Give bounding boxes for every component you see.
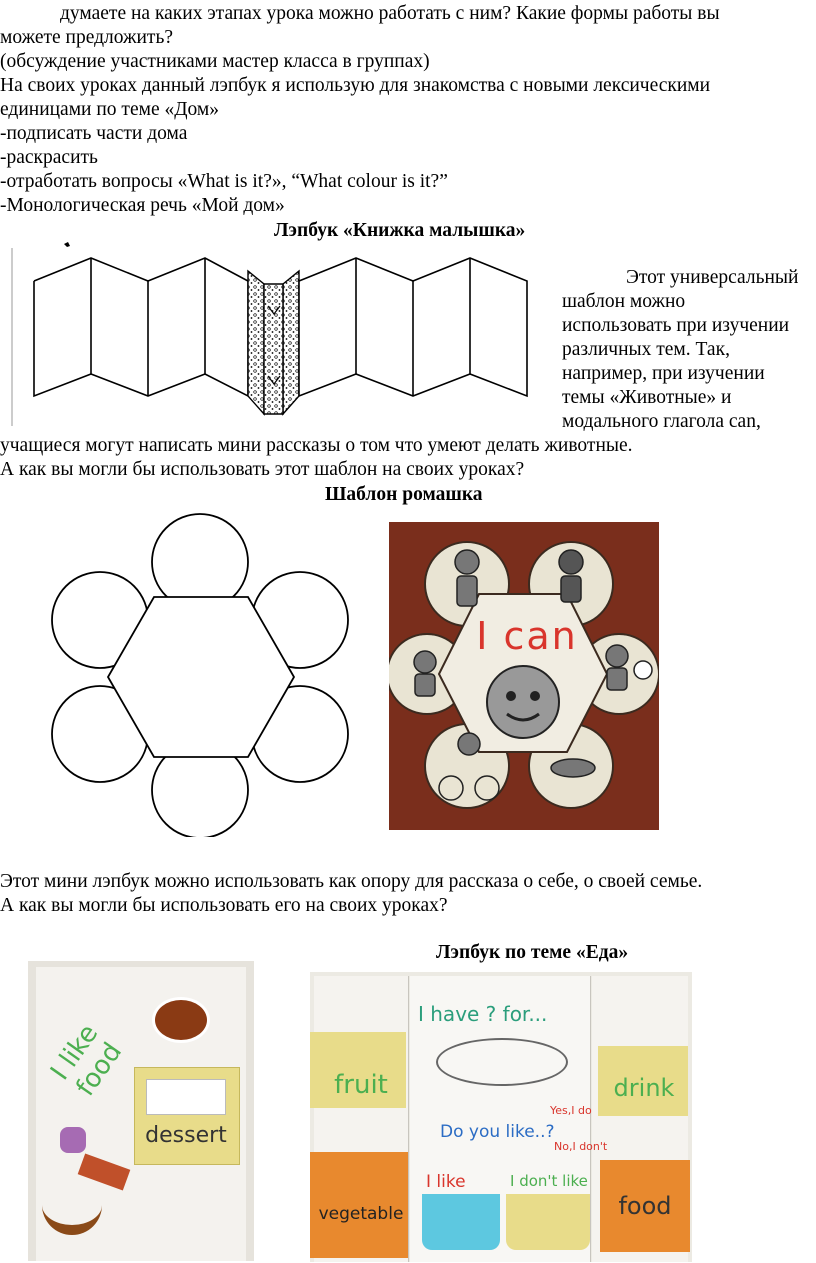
- dessert-pocket-label: dessert: [145, 1123, 227, 1148]
- intro-line: -раскрасить: [0, 147, 98, 168]
- fruit-pocket-label: fruit: [334, 1070, 388, 1100]
- section-title-booklet: Лэпбук «Книжка малышка»: [274, 220, 526, 241]
- intro-line: единицами по теме «Дом»: [0, 99, 219, 120]
- vegetable-pocket-label: vegetable: [318, 1204, 404, 1224]
- intro-line: можете предложить?: [0, 27, 174, 48]
- booklet-text: учащиеся могут написать мини рассказы о том что умеют делать животные.: [0, 435, 633, 456]
- booklet-side-text: например, при изучении: [562, 363, 765, 384]
- food-photo-title: I like food: [45, 1019, 129, 1102]
- answer-no: No,I don't: [554, 1140, 608, 1153]
- cupcake-sticker: [60, 1127, 86, 1153]
- daisy-text: Этот мини лэпбук можно использовать как опору для рассказа о себе, о своей семье.: [0, 871, 703, 892]
- intro-line: думаете на каких этапах урока можно работать с ним? Какие формы работы вы: [60, 3, 720, 24]
- food-pocket-label: food: [618, 1192, 672, 1220]
- intro-line: (обсуждение участниками мастер класса в группах): [0, 51, 430, 72]
- accordion-booklet-diagram: [8, 236, 548, 426]
- section-title-food: Лэпбук по теме «Еда»: [436, 942, 629, 963]
- intro-line: -отработать вопросы «What is it?», “What colour is it?”: [0, 171, 448, 192]
- plate-drawing: [436, 1038, 568, 1086]
- booklet-text: А как вы могли бы использовать этот шаблон на своих уроках?: [0, 459, 525, 480]
- food-photo-header: I have ? for...: [418, 1002, 548, 1026]
- booklet-side-text: темы «Животные» и: [562, 387, 732, 408]
- section-title-daisy: Шаблон ромашка: [325, 484, 483, 505]
- i-like-label: I like: [426, 1172, 466, 1192]
- food-lapbook-photo-2: [310, 972, 692, 1262]
- answer-yes: Yes,I do: [550, 1104, 592, 1117]
- booklet-side-text: использовать при изучении: [562, 315, 790, 336]
- daisy-photo: [389, 522, 659, 830]
- i-dont-like-pocket: [506, 1194, 590, 1250]
- food-lapbook-photo-1: [28, 961, 254, 1261]
- daisy-template-diagram: [48, 512, 358, 837]
- booklet-side-text: шаблон можно: [562, 291, 686, 312]
- intro-line: -Монологическая речь «Мой дом»: [0, 195, 285, 216]
- drink-pocket-label: drink: [613, 1074, 675, 1102]
- question-text: Do you like..?: [440, 1122, 555, 1142]
- booklet-side-text: модального глагола can,: [562, 411, 761, 432]
- daisy-text: А как вы могли бы использовать его на своих уроках?: [0, 895, 448, 916]
- i-like-pocket: [422, 1194, 500, 1250]
- cookie-sticker: [152, 997, 210, 1043]
- intro-line: -подписать части дома: [0, 123, 188, 144]
- intro-line: На своих уроках данный лэпбук я использую для знакомства с новыми лексическими: [0, 75, 711, 96]
- booklet-side-text: Этот универсальный: [626, 267, 799, 288]
- i-dont-like-label: I don't like: [510, 1172, 588, 1190]
- daisy-photo-label: I can: [476, 614, 578, 658]
- booklet-side-text: различных тем. Так,: [562, 339, 730, 360]
